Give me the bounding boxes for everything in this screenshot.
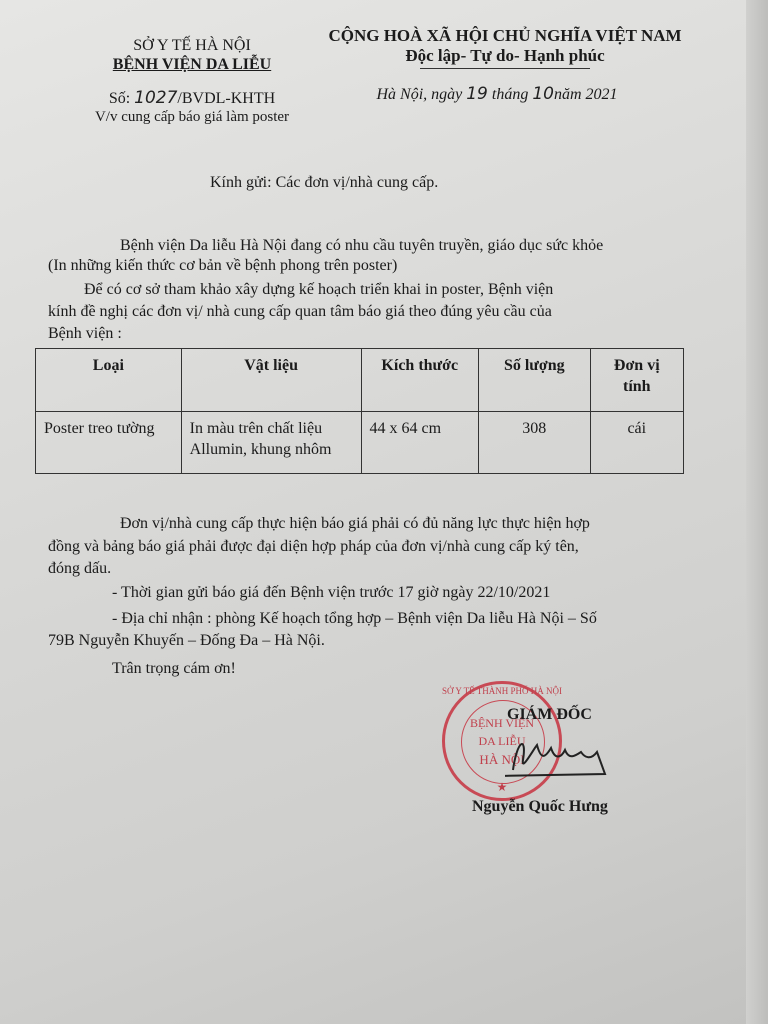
table-cell: In màu trên chất liệu Allumin, khung nhôm <box>181 412 361 474</box>
hospital-name: BỆNH VIỆN DA LIỄU <box>112 56 272 73</box>
address-line-1: - Địa chỉ nhận : phòng Kế hoạch tổng hợp – Bệnh viện Da liễu Hà Nội – Số <box>112 610 597 627</box>
paragraph-1-line-1: Bệnh viện Da liễu Hà Nội đang có nhu cầu tuyên truyền, giáo dục sức khỏe <box>120 237 604 254</box>
paragraph-2-line-2: kính đề nghị các đơn vị/ nhà cung cấp quan tâm báo giá theo đúng yêu cầu của <box>48 303 552 320</box>
number-suffix: /BVDL-KHTH <box>177 90 276 107</box>
stamp-text: DA LIỄU <box>478 734 526 748</box>
quote-table <box>35 348 684 474</box>
address-line-2: 79B Nguyễn Khuyến – Đống Đa – Hà Nội. <box>48 632 325 649</box>
signer-title: GIÁM ĐỐC <box>507 706 592 723</box>
column-header: Số lượng <box>479 349 591 412</box>
agency-name: SỞ Y TẾ HÀ NỘI <box>133 37 251 54</box>
date-year: năm 2021 <box>553 86 618 103</box>
paragraph-2-line-1: Để có cơ sở tham khảo xây dựng kế hoạch triển khai in poster, Bệnh viện <box>84 281 554 298</box>
document-date <box>376 84 617 105</box>
subject-line: V/v cung cấp báo giá làm poster <box>94 109 290 125</box>
stamp-ring-text: SỞ Y TẾ THÀNH PHỐ HÀ NỘI <box>441 686 563 696</box>
motto-underline <box>420 68 590 69</box>
number-label: Số: <box>108 90 131 107</box>
paragraph-3-line-3: đóng dấu. <box>48 560 112 577</box>
document-number <box>109 88 275 109</box>
column-header: Kích thước <box>361 349 479 412</box>
number-handwritten: 1027 <box>134 88 178 108</box>
paragraph-2-line-3: Bệnh viện : <box>48 325 122 342</box>
stamp-text: BỆNH VIỆN <box>469 716 535 730</box>
salutation: Kính gửi: Các đơn vị/nhà cung cấp. <box>210 174 439 191</box>
table-cell: 308 <box>479 412 591 474</box>
column-header: Đơn vị tính <box>590 349 683 412</box>
closing-line: Trân trọng cám ơn! <box>112 660 236 677</box>
date-day: 19 <box>466 84 488 104</box>
country-name: CỘNG HOÀ XÃ HỘI CHỦ NGHĨA VIỆT NAM <box>328 26 682 45</box>
paragraph-1-line-2: (In những kiến thức cơ bản về bệnh phong trên poster) <box>48 257 398 274</box>
table-cell: cái <box>590 412 683 474</box>
motto: Độc lập- Tự do- Hạnh phúc <box>405 46 605 65</box>
paragraph-3-line-1: Đơn vị/nhà cung cấp thực hiện báo giá phải có đủ năng lực thực hiện hợp <box>120 515 590 532</box>
deadline-line: - Thời gian gửi báo giá đến Bệnh viện trước 17 giờ ngày 22/10/2021 <box>112 584 551 601</box>
paper-edge <box>746 0 768 1024</box>
table-cell: Poster treo tường <box>36 412 182 474</box>
table-header-row <box>36 349 684 412</box>
signer-name: Nguyễn Quốc Hưng <box>472 798 608 815</box>
date-month-label: tháng <box>491 86 529 103</box>
paragraph-3-line-2: đồng và bảng báo giá phải được đại diện hợp pháp của đơn vị/nhà cung cấp ký tên, <box>48 538 579 555</box>
column-header: Vật liệu <box>181 349 361 412</box>
table-row <box>36 412 684 474</box>
signature-scribble <box>505 730 615 780</box>
date-month: 10 <box>532 84 554 104</box>
date-prefix: Hà Nội, ngày <box>376 86 463 103</box>
table-cell: 44 x 64 cm <box>361 412 479 474</box>
stamp-star-icon: ★ <box>496 780 508 794</box>
column-header: Loại <box>36 349 182 412</box>
stamp-text: HÀ NỘI <box>479 752 525 767</box>
